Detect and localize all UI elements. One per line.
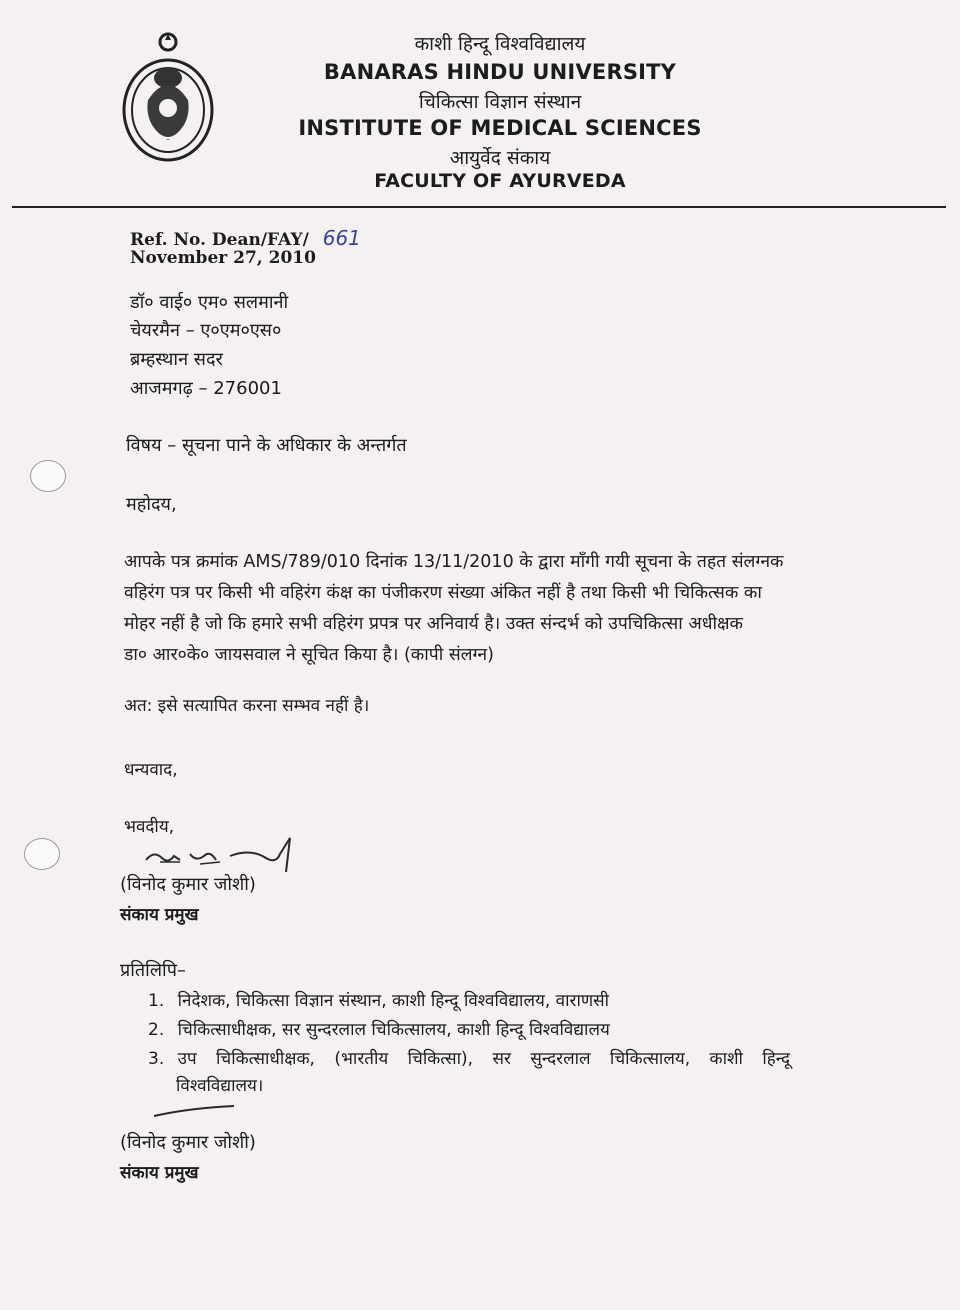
body-paragraph [124,547,864,671]
conclusion-line: अत: इसे सत्यापित करना सम्भव नहीं है। [124,696,370,716]
header-english-institute: INSTITUTE OF MEDICAL SCIENCES [298,116,702,140]
thanks-line: धन्यवाद, [124,760,178,780]
copy-to-item-2 [148,1017,610,1040]
header-hindi-university: काशी हिन्दू विश्वविद्यालय [414,33,586,55]
copy-to-item-1-text: निदेशक, चिकित्सा विज्ञान संस्थान, काशी हिन्दू विश्वविद्यालय, वाराणसी [177,991,610,1011]
copy-to-heading: प्रतिलिपि– [120,960,186,981]
subject-line: विषय – सूचना पाने के अधिकार के अन्तर्गत [126,435,407,456]
signatory-name: (विनोद कुमार जोशी) [120,874,256,895]
reference-line [130,226,361,250]
closing-line: भवदीय, [124,817,175,837]
header-rule [12,206,946,208]
university-seal-logo [118,30,218,162]
body-line-3: मोहर नहीं है जो कि हमारे सभी वहिरंग प्रपत्र पर अनिवार्य है। उक्त संन्दर्भ को उपचिकित्सा अधीक्षक [124,614,743,634]
copy-to-item-3-text: उप चिकित्साधीक्षक, (भारतीय चिकित्सा), सर सुन्दरलाल चिकित्सालय, काशी हिन्दू [177,1049,791,1069]
body-line-4: डा० आर०के० जायसवाल ने सूचित किया है। (कापी संलग्न) [124,645,494,665]
addressee-name: डॉ० वाई० एम० सलमानी [130,292,289,313]
copy-to-item-1 [148,988,609,1011]
copy-to-item-3-number: 3. [148,1049,165,1069]
initial-stroke [150,1100,240,1120]
punch-hole-bottom [24,838,60,870]
header-hindi-faculty: आयुर्वेद संकाय [449,147,551,169]
body-line-1: आपके पत्र क्रमांक AMS/789/010 दिनांक 13/11/2010 के द्वारा माँगी गयी सूचना के तहत संलग्नक [124,552,784,572]
footer-signatory-name: (विनोद कुमार जोशी) [120,1132,256,1153]
footer-signatory-designation: संकाय प्रमुख [120,1163,199,1183]
reference-label: Ref. No. Dean/FAY/ [130,230,309,250]
copy-to-item-3-continuation: विश्वविद्यालय। [176,1076,264,1096]
addressee-city: आजमगढ़ – 276001 [130,378,282,399]
header-english-faculty: FACULTY OF AYURVEDA [374,170,626,192]
copy-to-item-2-number: 2. [148,1020,165,1040]
salutation: महोदय, [126,494,177,515]
header-hindi-institute: चिकित्सा विज्ञान संस्थान [418,91,582,113]
signatory-designation: संकाय प्रमुख [120,905,199,925]
addressee-title: चेयरमैन – ए०एम०एस० [130,320,282,341]
letter-date: November 27, 2010 [130,248,316,268]
copy-to-item-3 [148,1046,790,1069]
body-line-2: वहिरंग पत्र पर किसी भी वहिरंग कंक्ष का पंजीकरण संख्या अंकित नहीं है तथा किसी भी चिकित्सक का [124,583,762,603]
addressee-locality: ब्रम्हस्थान सदर [130,349,223,370]
punch-hole-top [30,460,66,492]
copy-to-item-1-number: 1. [148,991,165,1011]
copy-to-item-2-text: चिकित्साधीक्षक, सर सुन्दरलाल चिकित्सालय, काशी हिन्दू विश्वविद्यालय [177,1020,610,1040]
header-english-university: BANARAS HINDU UNIVERSITY [323,60,677,84]
reference-number-handwritten: 661 [322,226,361,250]
